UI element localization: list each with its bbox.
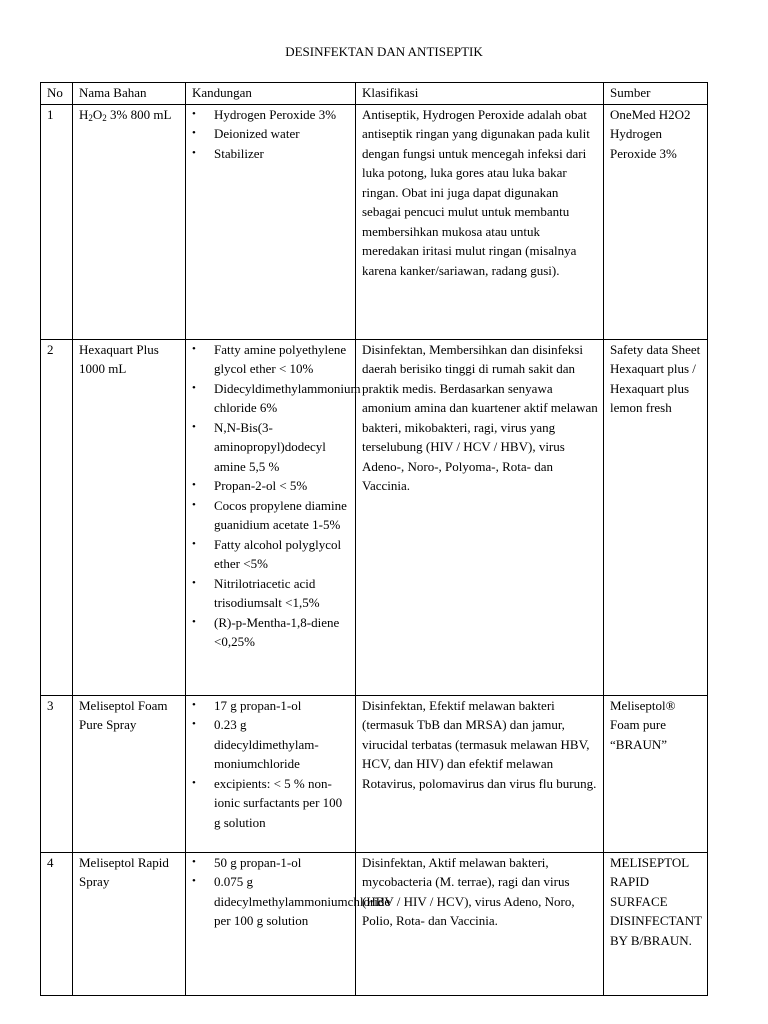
cell-nama-bahan: Meliseptol Rapid Spray [73, 852, 186, 995]
cell-no: 3 [41, 695, 73, 852]
cell-kandungan [186, 104, 356, 339]
desinfektan-table [40, 82, 708, 996]
header-kandungan: Kandungan [186, 83, 356, 105]
cell-sumber: Meliseptol® Foam pure “BRAUN” [604, 695, 708, 852]
cell-klasifikasi: Disinfektan, Aktif melawan bakteri, mycobacteria (M. terrae), ragi dan virus (HBV / HIV / HCV), virus Adeno, Noro, Polio, Rota- dan Vaccinia. [356, 852, 604, 995]
cell-no: 1 [41, 104, 73, 339]
list-item: • Cocos propylene diamine guanidium acetate 1-5% [192, 496, 350, 535]
cell-nama-bahan: Meliseptol Foam Pure Spray [73, 695, 186, 852]
list-item: • 50 g propan-1-ol [192, 853, 350, 873]
list-item: • N,N-Bis(3-aminopropyl)dodecyl amine 5,5 % [192, 418, 350, 477]
cell-klasifikasi: Disinfektan, Efektif melawan bakteri (termasuk TbB dan MRSA) dan jamur, virucidal terbatas (termasuk melawan HBV, HCV, dan HIV) dan efektif melawan Rotavirus, polomavirus dan virus flu burung. [356, 695, 604, 852]
cell-sumber: Safety data Sheet Hexaquart plus / Hexaquart plus lemon fresh [604, 339, 708, 695]
cell-klasifikasi: Disinfektan, Membersihkan dan disinfeksi daerah berisiko tinggi di rumah sakit dan praktik medis. Berdasarkan senyawa amonium amina dan kuartener aktif melawan bakteri, mikobakteri, ragi, virus yang terselubung (HIV / HCV / HBV), virus Adeno-, Noro-, Polyoma-, Rota- dan Vaccinia. [356, 339, 604, 695]
list-item: • Stabilizer [192, 144, 350, 164]
list-item: • Propan-2-ol < 5% [192, 476, 350, 496]
table-row [41, 695, 708, 852]
cell-nama-bahan [73, 104, 186, 339]
list-item: • Fatty amine polyethylene glycol ether < 10% [192, 340, 350, 379]
cell-klasifikasi: Antiseptik, Hydrogen Peroxide adalah obat antiseptik ringan yang digunakan pada kulit dengan fungsi untuk mencegah infeksi dari luka potong, luka gores atau luka bakar ringan. Obat ini juga dapat digunakan sebagai pencuci mulut untuk membantu membersihkan mukosa atau untuk meredakan iritasi mulut ringan (misalnya karena kanker/sariawan, radang gusi). [356, 104, 604, 339]
list-item: • Didecyldimethylammonium chloride 6% [192, 379, 350, 418]
list-item: • Nitrilotriacetic acid trisodiumsalt <1,5% [192, 574, 350, 613]
cell-kandungan [186, 339, 361, 695]
header-nama-bahan: Nama Bahan [73, 83, 186, 105]
document-title: DESINFEKTAN DAN ANTISEPTIK [285, 44, 483, 59]
table-row [41, 852, 708, 995]
list-item: • (R)-p-Mentha-1,8-diene <0,25% [192, 613, 350, 652]
header-klasifikasi: Klasifikasi [356, 83, 604, 105]
cell-kandungan [186, 695, 356, 852]
cell-kandungan [186, 852, 391, 995]
list-item: • 0.23 g didecyldimethylam-moniumchloride [192, 715, 350, 774]
cell-sumber: OneMed H2O2 Hydrogen Peroxide 3% [604, 104, 708, 339]
header-sumber: Sumber [604, 83, 708, 105]
table-row [41, 104, 708, 339]
cell-no: 2 [41, 339, 73, 695]
cell-nama-bahan: Hexaquart Plus 1000 mL [73, 339, 186, 695]
list-item: • 17 g propan-1-ol [192, 696, 350, 716]
table-row [41, 339, 708, 695]
list-item: • Deionized water [192, 124, 350, 144]
header-no: No [41, 83, 73, 105]
cell-sumber: MELISEPTOL RAPID SURFACE DISINFECTANT BY B/BRAUN. [604, 852, 708, 995]
kandungan-list [192, 340, 361, 652]
cell-no: 4 [41, 852, 73, 995]
table-header-row [41, 83, 708, 105]
list-item: • Hydrogen Peroxide 3% [192, 105, 350, 125]
list-item: • Fatty alcohol polyglycol ether <5% [192, 535, 350, 574]
list-item: • excipients: < 5 % non-ionic surfactants per 100 g solution [192, 774, 350, 833]
list-item: • 0.075 g didecylmethylammoniumchloride per 100 g solution [192, 872, 350, 931]
kandungan-list [192, 696, 350, 833]
kandungan-list [192, 105, 350, 164]
chemical-formula: $H_2O_2$ 3% 800 mL [79, 106, 172, 123]
kandungan-list [192, 853, 391, 931]
